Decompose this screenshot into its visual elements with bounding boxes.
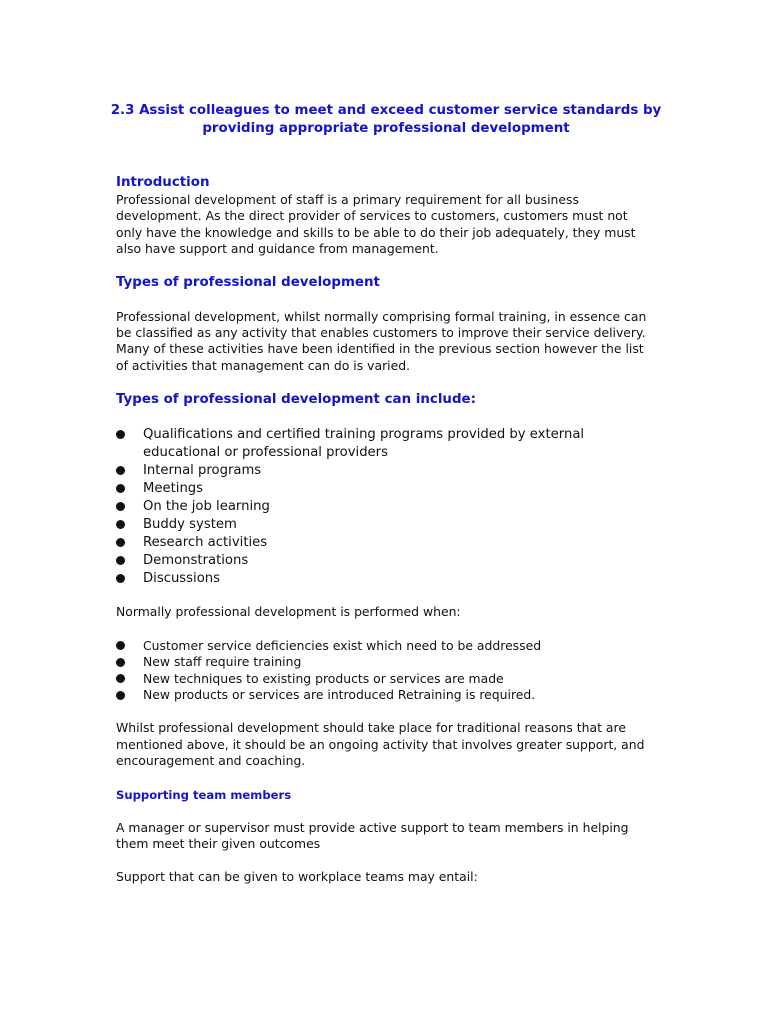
supporting-heading: Supporting team members bbox=[116, 787, 292, 802]
document-body bbox=[110, 102, 662, 886]
list-item: New products or services are introduced Retraining is required. bbox=[116, 687, 656, 703]
types-include-list bbox=[116, 426, 656, 587]
list-item: Meetings bbox=[116, 480, 656, 498]
list-item: Customer service deficiencies exist which need to be addressed bbox=[116, 638, 656, 654]
list-item: Buddy system bbox=[116, 516, 656, 534]
list-item: New staff require training bbox=[116, 654, 656, 670]
introduction-heading: Introduction bbox=[116, 175, 210, 190]
list-item: On the job learning bbox=[116, 498, 656, 516]
performed-when-intro: Normally professional development is performed when: bbox=[116, 604, 461, 620]
list-item: Internal programs bbox=[116, 462, 656, 480]
types-include-heading: Types of professional development can include: bbox=[116, 392, 476, 408]
introduction-paragraph: Professional development of staff is a primary requirement for all business development. As the direct provider of services to customers, customers must not only have the knowledge and skills to be able to do their job adequately, they must also have support and guidance from management. bbox=[116, 192, 636, 257]
types-paragraph: Professional development, whilst normally comprising formal training, in essence can be classified as any activity that enables customers to improve their service delivery. Many of these activities have been identified in the previous section however the list of activities that management can do is varied. bbox=[116, 308, 647, 373]
supporting-paragraph: A manager or supervisor must provide active support to team members in helping them meet their given outcomes bbox=[116, 819, 629, 852]
list-item: New techniques to existing products or services are made bbox=[116, 671, 656, 687]
types-heading: Types of professional development bbox=[116, 274, 380, 290]
performed-when-list bbox=[116, 638, 656, 704]
list-item: Demonstrations bbox=[116, 552, 656, 570]
list-item: Discussions bbox=[116, 570, 656, 588]
list-item: Research activities bbox=[116, 534, 656, 552]
support-intro-paragraph: Support that can be given to workplace teams may entail: bbox=[116, 869, 478, 885]
document-title: 2.3 Assist colleagues to meet and exceed customer service standards by providing appropriate professional development bbox=[110, 103, 662, 136]
list-item: Qualifications and certified training programs provided by external educational or professional providers bbox=[116, 426, 656, 462]
whilst-paragraph: Whilst professional development should take place for traditional reasons that are mentioned above, it should be an ongoing activity that involves greater support, and encouragement and coaching. bbox=[116, 720, 645, 769]
